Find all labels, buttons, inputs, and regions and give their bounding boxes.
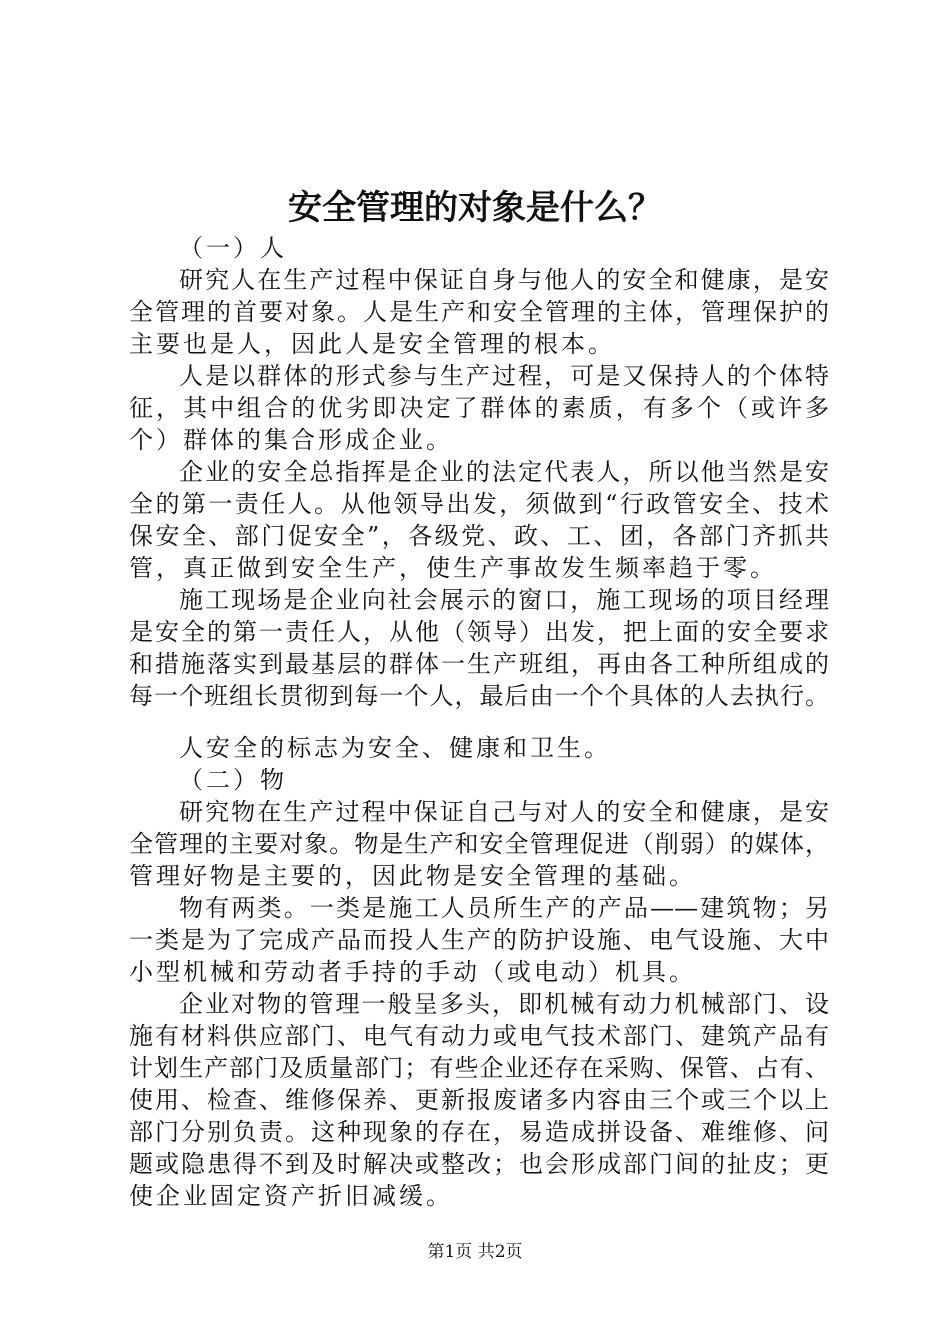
text-line: 小型机械和劳动者手持的手动（或电动）机具。: [129, 958, 696, 986]
text-line: 使用、检查、维修保养、更新报废诸多内容由三个或三个以上: [129, 1086, 829, 1114]
document-body: [129, 232, 829, 1212]
text-line: 物有两类。一类是施工人员所生产的产品——建筑物；另: [179, 894, 829, 922]
text-line: 施有材料供应部门、电气有动力或电气技术部门、建筑产品有: [129, 1022, 829, 1050]
text-line: 施工现场是企业向社会展示的窗口，施工现场的项目经理: [179, 586, 829, 614]
text-line: 人是以群体的形式参与生产过程，可是又保持人的个体特: [179, 362, 829, 390]
text-line: 部门分别负责。这种现象的存在，易造成拼设备、难维修、问: [129, 1118, 829, 1146]
page-number: 第1页 共2页: [427, 1242, 523, 1262]
text-line: 使企业固定资产折旧减缓。: [129, 1182, 453, 1210]
text-line: 研究人在生产过程中保证自身与他人的安全和健康，是安: [179, 266, 829, 294]
text-line: 是安全的第一责任人，从他（领导）出发，把上面的安全要求: [129, 618, 829, 646]
document-title: 安全管理的对象是什么？: [288, 188, 662, 228]
text-line: 企业的安全总指挥是企业的法定代表人，所以他当然是安: [179, 458, 829, 486]
text-line: 全管理的主要对象。物是生产和安全管理促进（削弱）的媒体，: [129, 830, 829, 858]
section-heading-people: （一）人: [179, 234, 287, 262]
text-line: 企业对物的管理一般呈多头，即机械有动力机械部门、设: [179, 990, 829, 1018]
text-line: 研究物在生产过程中保证自己与对人的安全和健康，是安: [179, 798, 829, 826]
text-line: 和措施落实到最基层的群体一生产班组，再由各工种所组成的: [129, 650, 829, 678]
text-line: 人安全的标志为安全、健康和卫生。: [179, 734, 611, 762]
section-heading-things: （二）物: [179, 766, 287, 794]
text-line: 管理好物是主要的，因此物是安全管理的基础。: [129, 862, 696, 890]
text-line: 全管理的首要对象。人是生产和安全管理的主体，管理保护的: [129, 298, 829, 326]
text-line: 管，真正做到安全生产，使生产事故发生频率趋于零。: [129, 554, 777, 582]
text-line: 一类是为了完成产品而投人生产的防护设施、电气设施、大中: [129, 926, 829, 954]
text-line: 主要也是人，因此人是安全管理的根本。: [129, 330, 615, 358]
text-line: 计划生产部门及质量部门；有些企业还存在采购、保管、占有、: [129, 1054, 829, 1082]
paragraph-gap: [129, 712, 829, 732]
text-line: 每一个班组长贯彻到每一个人，最后由一个个具体的人去执行。: [129, 682, 829, 710]
text-line: 个）群体的集合形成企业。: [129, 426, 453, 454]
text-line: 保安全、部门促安全”，各级党、政、工、团，各部门齐抓共: [129, 522, 829, 550]
text-line: 题或隐患得不到及时解决或整改；也会形成部门间的扯皮；更: [129, 1150, 829, 1178]
text-line: 征，其中组合的优劣即决定了群体的素质，有多个（或许多: [129, 394, 829, 422]
text-line: 全的第一责任人。从他领导出发，须做到“行政管安全、技术: [129, 490, 829, 518]
